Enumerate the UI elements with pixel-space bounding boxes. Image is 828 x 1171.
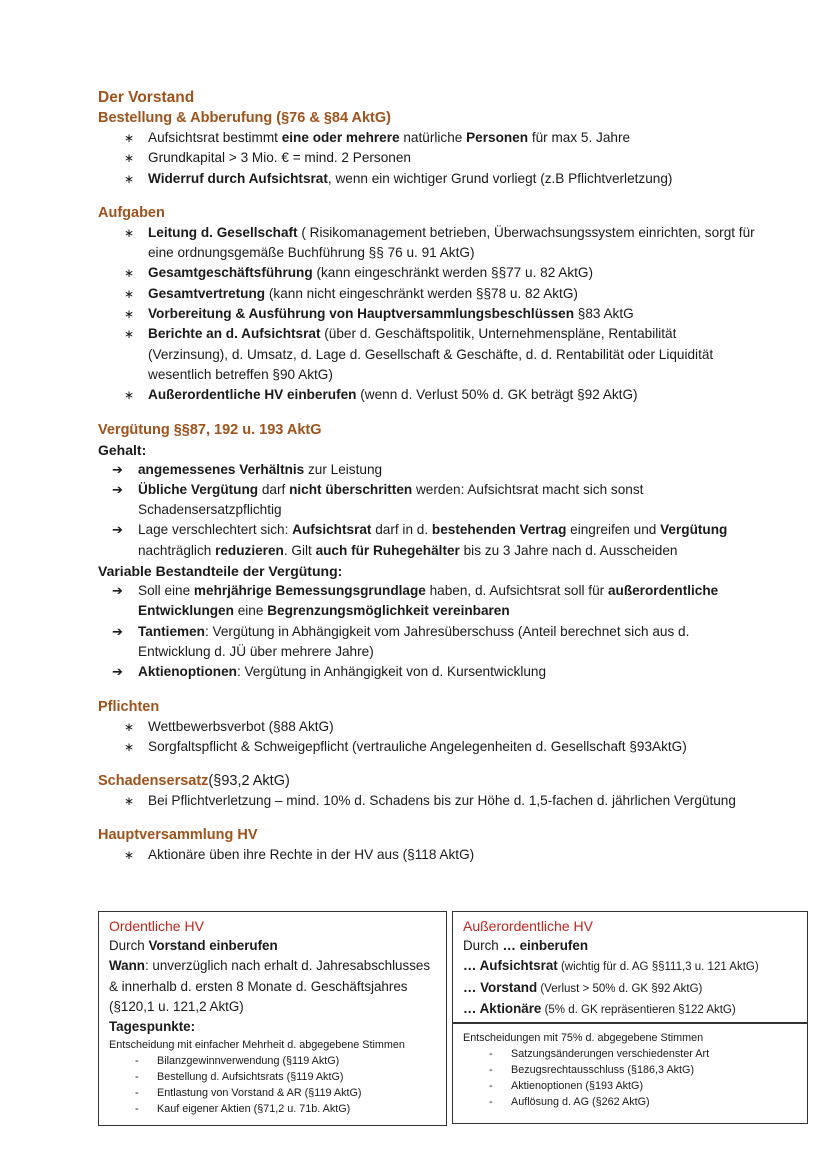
bold-text: Vorbereitung & Ausführung von Hauptversammlungsbeschlüssen xyxy=(148,306,574,322)
text: Lage verschlechtert sich: xyxy=(138,522,293,538)
box-ordentliche-hv xyxy=(98,911,447,1126)
text: : Vergütung in Abhängigkeit vom Jahresüberschuss (Anteil berechnet sich aus d. Entwicklung d. JÜ über mehrere Jahre) xyxy=(138,623,690,659)
bold-text: Berichte an d. Aufsichtsrat xyxy=(148,326,321,342)
box-ausserordentliche-entscheidungen xyxy=(452,1023,808,1124)
text: Aktionäre üben ihre Rechte in der HV aus (§118 AktG) xyxy=(148,847,475,863)
list-item xyxy=(98,284,758,304)
bold-text: Gesamtgeschäftsführung xyxy=(148,265,313,281)
list-schadensersatz xyxy=(98,791,758,811)
list-hv xyxy=(98,845,758,865)
text: , wenn ein wichtiger Grund vorliegt (z.B Pflichtverletzung) xyxy=(327,170,673,186)
bold-text: außerordentliche Entwicklungen xyxy=(138,583,719,619)
hv-comparison xyxy=(98,911,810,1126)
bold-text: Begrenzungsmöglichkeit vereinbaren xyxy=(267,603,510,619)
list-item xyxy=(98,791,758,811)
subheading-variable: Variable Bestandteile der Vergütung: xyxy=(98,563,343,580)
text: zur Leistung xyxy=(304,461,383,477)
text: (über d. Geschäftspolitik, Unternehmenspläne, Rentabilität (Verzinsung), d. Umsatz, d. Lage d. Gesellschaft & Geschäfte, d. d. Rentabilität oder Liquidität wesentlich betreffen §90 AktG) xyxy=(148,326,714,382)
list-ausserordentliche-items xyxy=(463,1046,797,1110)
bold-text: Aktienoptionen xyxy=(138,664,237,680)
text: für max 5. Jahre xyxy=(528,130,631,145)
list-item xyxy=(98,324,758,385)
section-heading-aufgaben: Aufgaben xyxy=(98,204,165,221)
section-heading-bestellung: Bestellung & Abberufung (§76 & §84 AktG) xyxy=(98,110,391,126)
ausserordentliche-hv-durch xyxy=(463,936,797,956)
page-title: Der Vorstand xyxy=(98,89,195,106)
list-item: - Kauf eigener Aktien (§71,2 u. 71b. AktG) xyxy=(109,1101,436,1117)
tagespunkte-label xyxy=(109,1017,436,1037)
einberufer-line xyxy=(463,956,797,977)
text: nachträglich xyxy=(138,542,216,558)
schadensersatz-title: Schadensersatz xyxy=(98,773,209,790)
bold-text: bestehenden Vertrag xyxy=(431,522,567,538)
subheading-gehalt: Gehalt: xyxy=(98,441,147,458)
list-item xyxy=(98,520,758,561)
bold-text: Tantiemen xyxy=(138,623,205,639)
text: Grundkapital > 3 Mio. € = mind. 2 Personen xyxy=(148,150,411,166)
durch-prefix: Durch xyxy=(463,938,503,953)
list-item xyxy=(98,128,758,148)
tagespunkte-bold: Tagespunkte: xyxy=(109,1019,196,1035)
text: Bei Pflichtverletzung – mind. 10% d. Schadens bis zur Höhe d. 1,5-fachen d. jährlichen Vergütung xyxy=(148,793,736,809)
list-item: - Bezugsrechtausschluss (§186,3 AktG) xyxy=(463,1062,797,1078)
text: §83 AktG xyxy=(574,306,634,322)
list-item xyxy=(98,304,758,324)
text: Wettbewerbsverbot (§88 AktG) xyxy=(148,718,334,734)
bold-text: Aufsichtsrat xyxy=(292,522,372,538)
list-item: - Auflösung d. AG (§262 AktG) xyxy=(463,1094,797,1110)
text: : Vergütung in Anhängigkeit von d. Kursentwicklung xyxy=(236,664,547,680)
list-item xyxy=(98,737,758,757)
einberufer-line xyxy=(463,978,797,999)
wann-label: Wann xyxy=(109,958,145,974)
list-ordentliche-items xyxy=(109,1053,436,1117)
ausserordentliche-hv-title: Außerordentliche HV xyxy=(463,918,593,934)
durch-bold: … einberufen xyxy=(502,938,589,953)
list-bestellung xyxy=(98,128,758,189)
bold-text: Vergütung xyxy=(660,522,728,538)
einberufer-note: (5% d. GK repräsentieren §122 AktG) xyxy=(541,1003,736,1016)
text: Aufsichtsrat bestimmt xyxy=(148,130,282,145)
durch-bold: Vorstand einberufen xyxy=(148,938,278,953)
text: natürliche xyxy=(399,130,467,145)
bold-text: Leitung d. Gesellschaft xyxy=(148,224,298,240)
list-item xyxy=(98,169,758,189)
list-item: - Entlastung von Vorstand & AR (§119 AktG) xyxy=(109,1085,436,1101)
list-pflichten xyxy=(98,717,758,758)
einberufer-bold: … Vorstand xyxy=(463,979,538,995)
text: haben, d. Aufsichtsrat soll für xyxy=(425,583,608,599)
bold-text: Übliche Vergütung xyxy=(138,481,259,497)
list-item: - Aktienoptionen (§193 AktG) xyxy=(463,1078,797,1094)
document-body xyxy=(98,88,758,866)
bold-text: auch für Ruhegehälter xyxy=(315,542,460,558)
section-heading-verguetung: Vergütung §§87, 192 u. 193 AktG xyxy=(98,421,322,438)
list-item xyxy=(98,385,758,405)
list-aufgaben xyxy=(98,223,758,406)
list-item xyxy=(98,223,758,264)
bold-text: angemessenes Verhältnis xyxy=(138,461,305,477)
text: (wenn d. Verlust 50% d. GK beträgt §92 AktG) xyxy=(356,387,638,403)
bold-text: mehrjährige Bemessungsgrundlage xyxy=(193,583,426,599)
list-item: - Bestellung d. Aufsichtsrats (§119 AktG) xyxy=(109,1069,436,1085)
list-item xyxy=(98,622,758,663)
wann-text: : unverzüglich nach erhalt d. Jahresabschlusses & innerhalb d. ersten 8 Monate d. Geschäftsjahres (§120,1 u. 121,2 AktG) xyxy=(109,958,431,1014)
schadensersatz-paragraph: (§93,2 AktG) xyxy=(208,773,290,790)
text: eine xyxy=(233,603,268,619)
text: darf xyxy=(258,481,290,497)
box-ausserordentliche-hv xyxy=(452,911,808,1023)
ordentliche-hv-durch xyxy=(109,936,436,956)
bold-text: Außerordentliche HV einberufen xyxy=(148,387,357,403)
text: eingreifen und xyxy=(566,522,661,538)
list-gehalt xyxy=(98,460,758,561)
list-item: - Bilanzgewinnverwendung (§119 AktG) xyxy=(109,1053,436,1069)
list-item xyxy=(98,662,758,682)
list-item xyxy=(98,263,758,283)
text: werden: Aufsichtsrat macht sich sonst Schadensersatzpflichtig xyxy=(138,481,644,518)
einberufer-bold: … Aktionäre xyxy=(463,1000,542,1016)
ordentliche-hv-title: Ordentliche HV xyxy=(109,918,204,934)
bold-text: eine oder mehrere xyxy=(281,130,400,145)
list-item xyxy=(98,460,758,480)
text: darf in d. xyxy=(371,522,432,538)
text: bis zu 3 Jahre nach d. Ausscheiden xyxy=(459,542,678,558)
list-item: - Satzungsänderungen verschiedenster Art xyxy=(463,1046,797,1062)
bold-text: nicht überschritten xyxy=(289,481,413,497)
ordentliche-hv-wann xyxy=(109,956,436,1017)
ausserordentliche-entscheidung: Entscheidungen mit 75% d. abgegebene Stimmen xyxy=(463,1032,704,1044)
durch-prefix: Durch xyxy=(109,938,149,953)
einberufer-note: (Verlust > 50% d. GK §92 AktG) xyxy=(537,982,703,995)
section-heading-hv: Hauptversammlung HV xyxy=(98,827,258,844)
text: Soll eine xyxy=(138,583,194,599)
bold-text: Personen xyxy=(466,130,529,145)
bold-text: Gesamtvertretung xyxy=(148,285,266,301)
section-heading-schadensersatz xyxy=(98,771,758,791)
einberufer-line xyxy=(463,999,797,1020)
einberufer-bold: … Aufsichtsrat xyxy=(463,958,558,974)
bold-text: Widerruf durch Aufsichtsrat xyxy=(148,170,328,186)
ordentliche-entscheidung: Entscheidung mit einfacher Mehrheit d. abgegebene Stimmen xyxy=(109,1039,405,1052)
bold-text: reduzieren xyxy=(215,542,284,558)
list-item xyxy=(98,581,758,622)
list-item xyxy=(98,480,758,521)
section-heading-pflichten: Pflichten xyxy=(98,698,160,715)
text: (kann nicht eingeschränkt werden §§78 u. 82 AktG) xyxy=(265,285,578,301)
list-item xyxy=(98,148,758,168)
list-item xyxy=(98,717,758,737)
text: . Gilt xyxy=(283,542,316,558)
list-item xyxy=(98,845,758,865)
text: Sorgfaltspflicht & Schweigepflicht (vertrauliche Angelegenheiten d. Gesellschaft §93AktG) xyxy=(148,738,687,754)
text: (kann eingeschränkt werden §§77 u. 82 AktG) xyxy=(312,265,594,281)
list-variable xyxy=(98,581,758,682)
einberufer-note: (wichtig für d. AG §§111,3 u. 121 AktG) xyxy=(557,961,759,974)
text: ( Risikomanagement betrieben, Überwachsungssystem einrichten, sorgt für eine ordnungsgemäße Buchführung §§ 76 u. 91 AktG) xyxy=(148,224,755,261)
